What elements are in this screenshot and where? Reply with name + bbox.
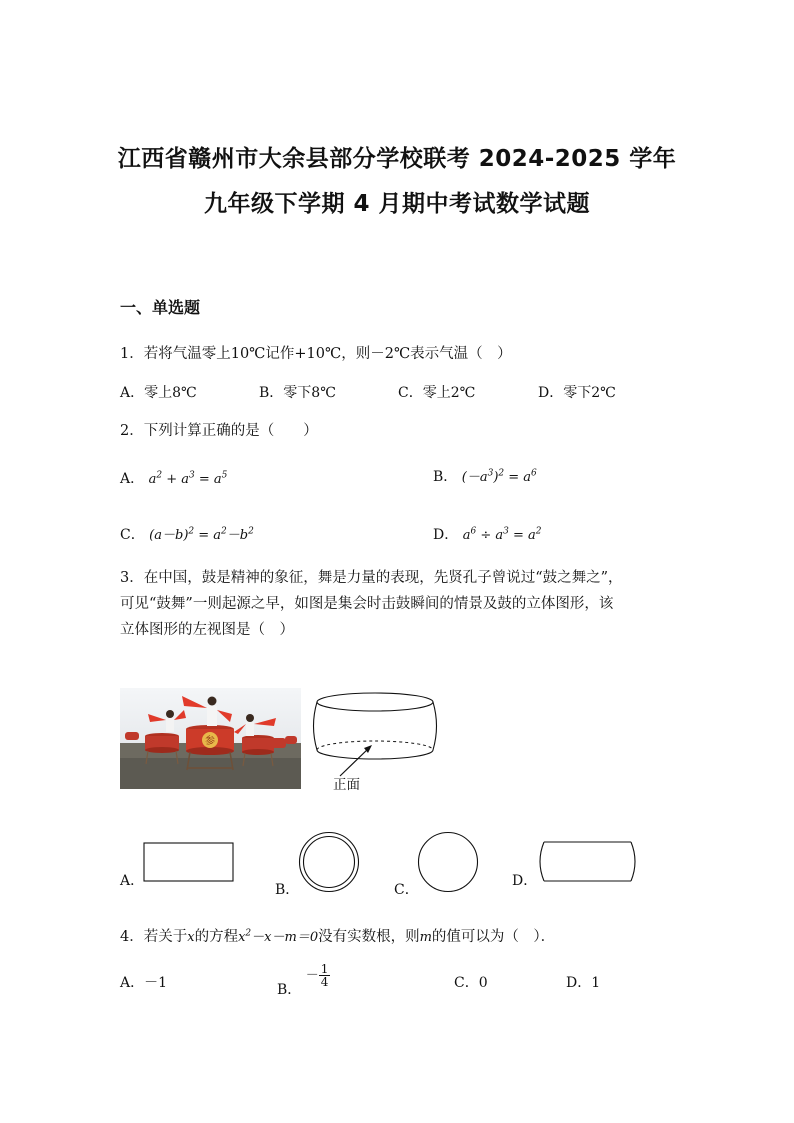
q4-option-a: A．－1: [120, 975, 168, 991]
q4-option-b-label: B．: [277, 982, 302, 998]
q3-line-3: 立体图形的左视图是（ ）: [120, 622, 294, 638]
q3-option-b-label: B．: [275, 882, 300, 898]
q4-var-m: m: [419, 930, 432, 945]
q3-option-a-label: A．: [120, 873, 145, 889]
q3-line-1: 3．在中国，鼓是精神的象征，舞是力量的表现，先贤孔子曾说过“鼓之舞之”，: [120, 570, 623, 586]
q2-option-d-formula: $a^6 \div a^3 = a^2$: [462, 526, 542, 543]
question-2-stem: 2．下列计算正确的是（ ）: [120, 423, 318, 439]
q4-text-2: 的方程: [194, 929, 239, 945]
q4-text-3: 没有实数根，则: [318, 929, 420, 945]
drum-3d-figure: [310, 690, 440, 796]
front-view-label: 正面: [333, 777, 360, 793]
q1-option-c: C．零上2℃: [398, 385, 476, 401]
q2-option-d: [433, 524, 542, 544]
q3-option-c-circle: [416, 831, 480, 893]
q3-option-d-barrel: [536, 840, 639, 884]
q3-option-c-label: C．: [394, 882, 419, 898]
q1-option-d: D．零下2℃: [538, 385, 616, 401]
q2-option-b-label: B．: [433, 469, 458, 485]
q4-text-1: 4．若关于: [120, 929, 188, 945]
q3-option-a-rectangle: [143, 842, 235, 883]
section-heading: 一、单选题: [120, 298, 201, 317]
doc-title-line2: 九年级下学期 4 月期中考试数学试题: [203, 191, 591, 217]
question-1-stem: 1．若将气温零上10℃记作+10℃，则－2℃表示气温（ ）: [120, 346, 512, 362]
doc-title-line1: 江西省赣州市大余县部分学校联考 2024-2025 学年: [117, 146, 677, 172]
q2-option-a: [120, 468, 227, 488]
q2-option-c-label: C．: [120, 527, 145, 543]
q1-option-b: B．零下8℃: [259, 385, 336, 401]
q2-option-a-label: A．: [120, 471, 145, 487]
question-4-stem: [120, 925, 555, 946]
q2-option-b-formula: $(-a^3)^2 = a^6$: [461, 468, 537, 485]
q3-option-b-double-circle: [298, 831, 360, 893]
q2-option-b: [433, 466, 537, 486]
q4-var-x: x: [187, 930, 195, 945]
q4-option-b: [277, 962, 330, 998]
drum-performance-photo: [120, 688, 301, 789]
q2-option-d-label: D．: [433, 527, 459, 543]
q1-option-a: A．零上8℃: [120, 385, 197, 401]
q4-option-d: D．1: [566, 975, 601, 991]
drum-character: 参: [205, 736, 215, 747]
question-3-stem: [120, 565, 680, 643]
q2-option-c-formula: $(a-b)^2 = a^2-b^2$: [149, 526, 254, 543]
q4-option-b-formula: － $\frac{1}{4}$: [305, 962, 329, 989]
q3-line-2: 可见“鼓舞”一则起源之早，如图是集会时击鼓瞬间的情景及鼓的立体图形，该: [120, 596, 614, 612]
q4-equation: $x^2-x-m=0$: [238, 928, 319, 945]
q4-text-4: 的值可以为（ ）．: [431, 929, 556, 945]
q4-option-c: C．0: [454, 975, 488, 991]
q2-option-c: [120, 524, 254, 544]
q2-option-a-formula: $a^2 + a^3 = a^5$: [148, 470, 228, 487]
q3-option-d-label: D．: [512, 873, 538, 889]
